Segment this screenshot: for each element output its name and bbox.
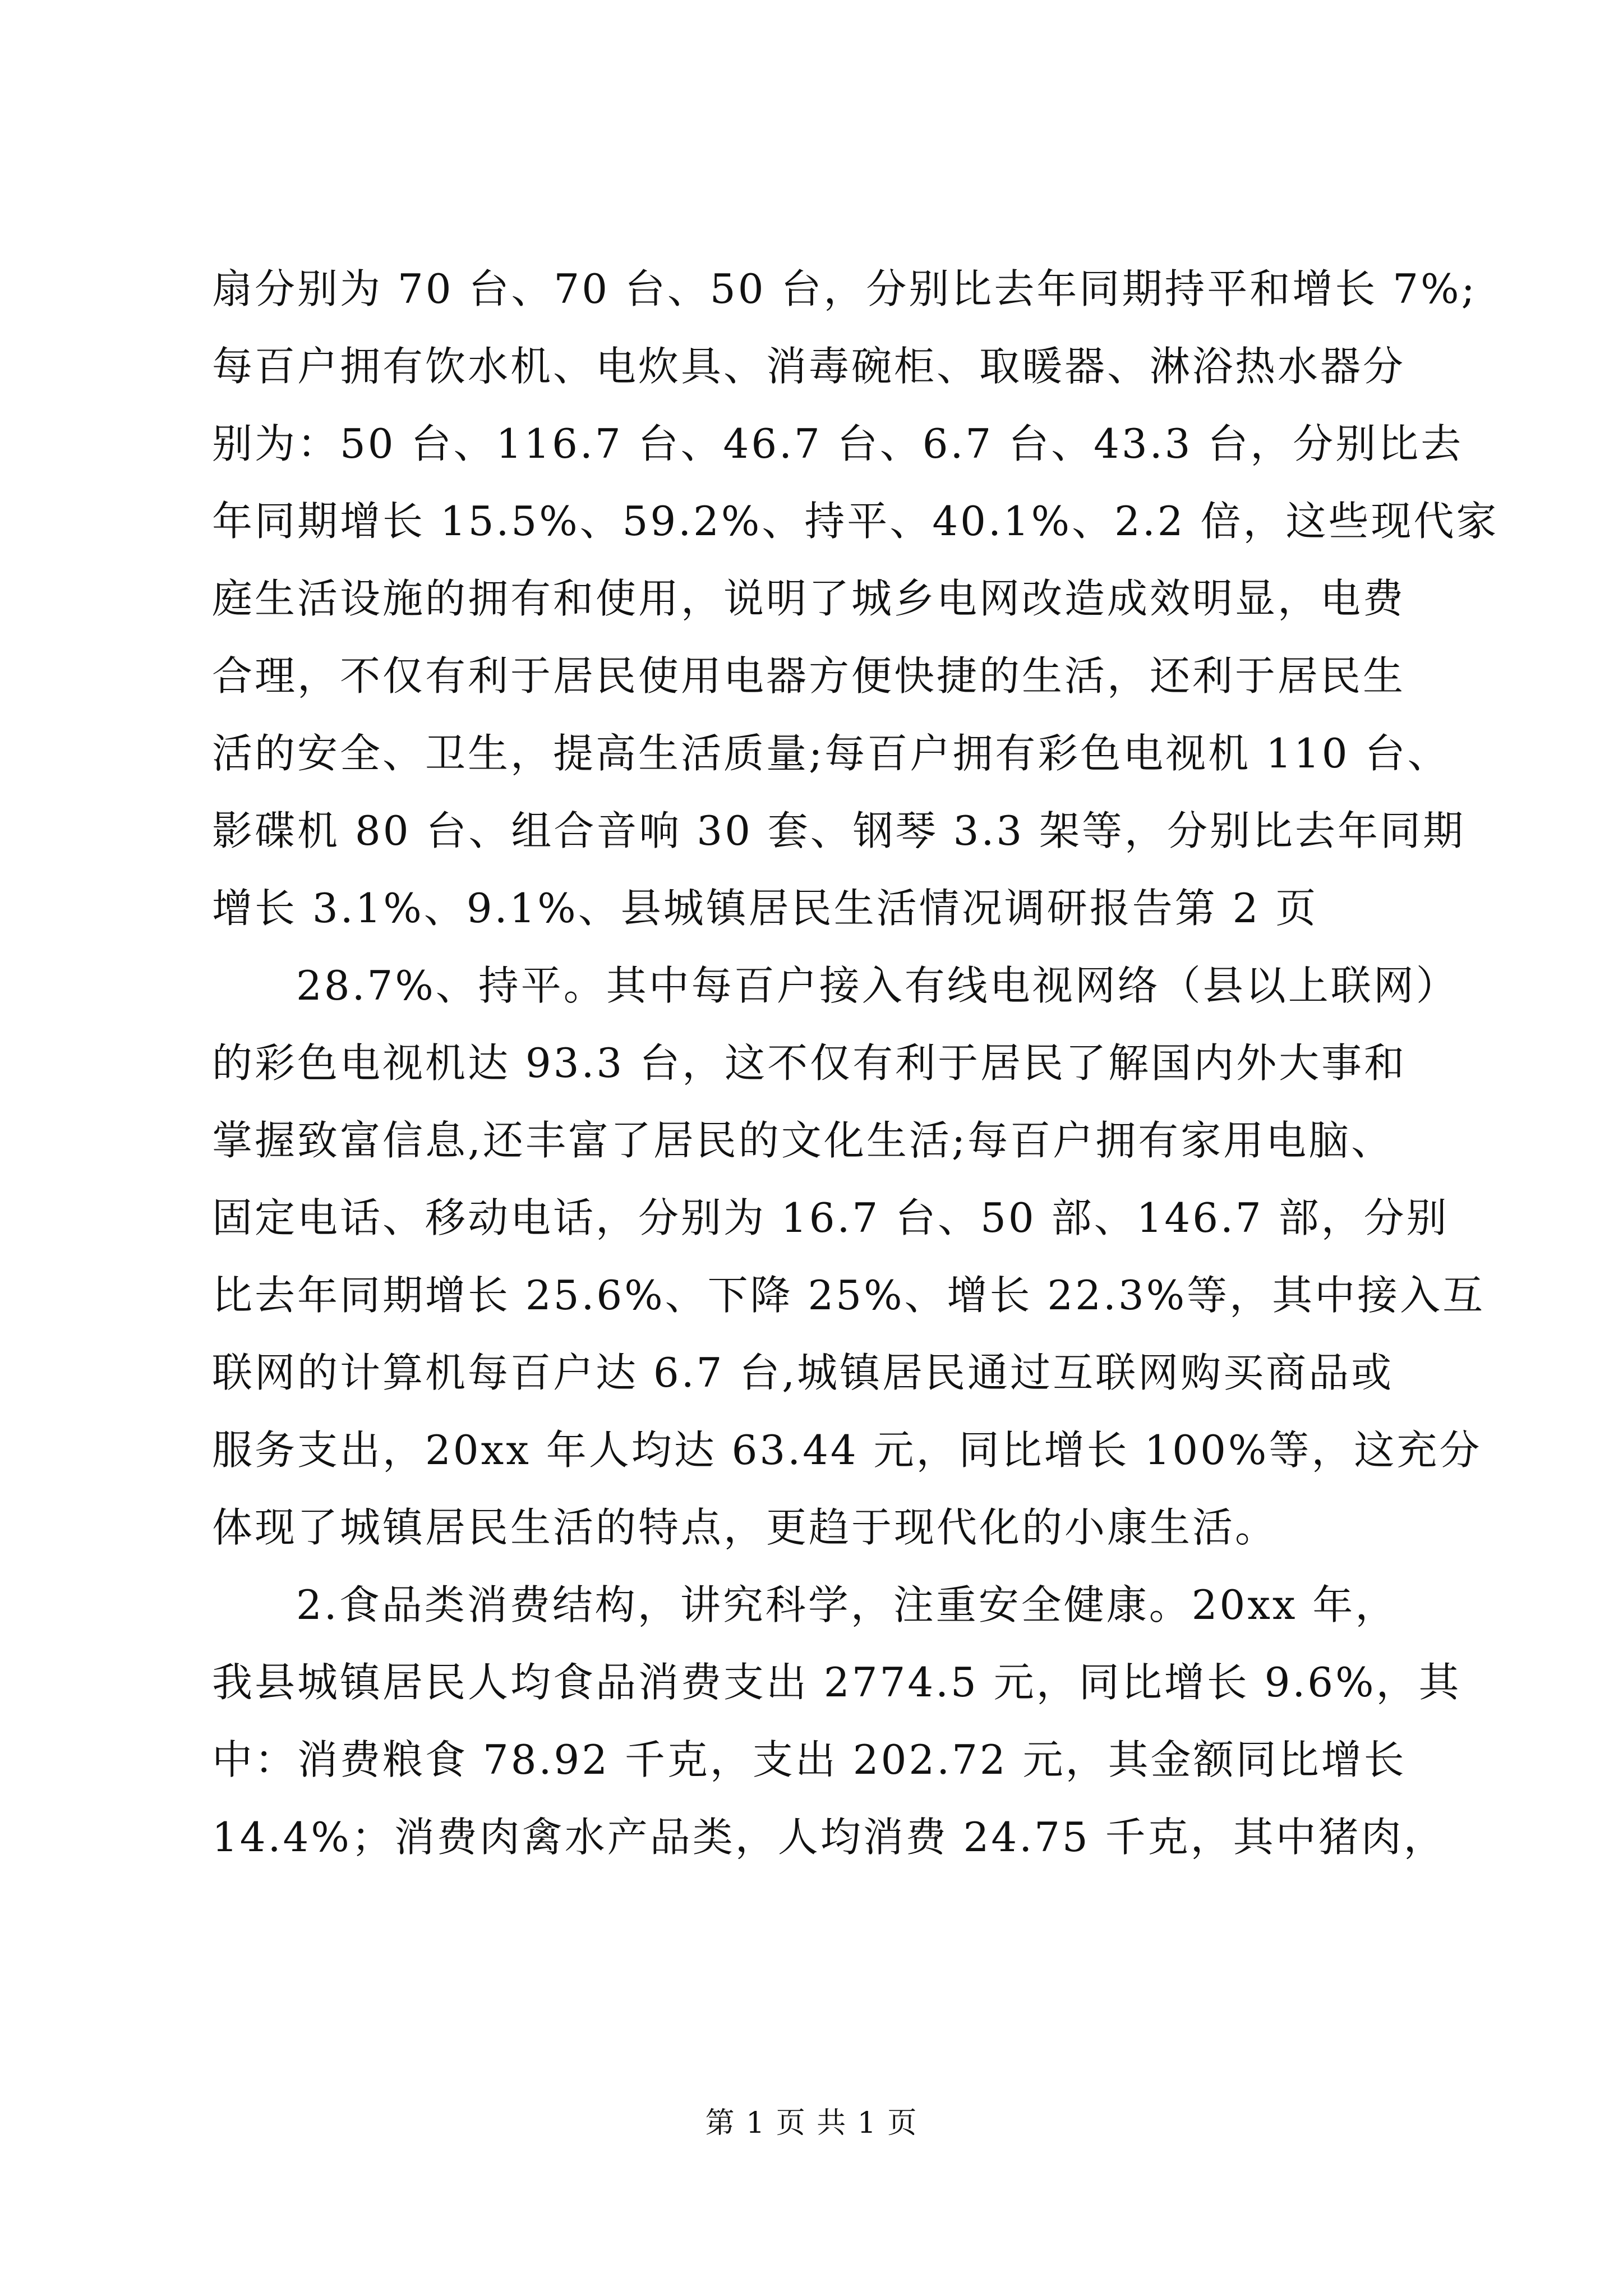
text-line: 影碟机 80 台、组合音响 30 套、钢琴 3.3 架等，分别比去年同期 xyxy=(212,807,1466,854)
text-line: 联网的计算机每百户达 6.7 台,城镇居民通过互联网购买商品或 xyxy=(212,1349,1394,1396)
text-line: 的彩色电视机达 93.3 台，这不仅有利于居民了解国内外大事和 xyxy=(212,1039,1407,1087)
body-text xyxy=(212,250,1499,1876)
text-line: 别为：50 台、116.7 台、46.7 台、6.7 台、43.3 台，分别比去 xyxy=(212,420,1464,467)
text-line: 掌握致富信息,还丰富了居民的文化生活;每百户拥有家用电脑、 xyxy=(212,1117,1394,1164)
text-line: 活的安全、卫生，提高生活质量;每百户拥有彩色电视机 110 台、 xyxy=(212,730,1450,777)
text-line: 增长 3.1%、9.1%、县城镇居民生活情况调研报告第 2 页 xyxy=(212,885,1318,932)
text-line: 服务支出，20xx 年人均达 63.44 元，同比增长 100%等，这充分 xyxy=(212,1427,1482,1474)
page-footer: 第 1 页 共 1 页 xyxy=(705,2106,918,2140)
text-line: 庭生活设施的拥有和使用，说明了城乡电网改造成效明显，电费 xyxy=(212,575,1406,622)
text-line: 比去年同期增长 25.6%、下降 25%、增长 22.3%等，其中接入互 xyxy=(212,1272,1486,1319)
text-line: 扇分别为 70 台、70 台、50 台，分别比去年同期持平和增长 7%; xyxy=(212,265,1477,312)
text-line: 中：消费粮食 78.92 千克，支出 202.72 元，其金额同比增长 xyxy=(212,1736,1407,1783)
paragraph-start-line: 28.7%、持平。其中每百户接入有线电视网络（县以上联网） xyxy=(296,962,1459,1009)
text-line: 合理，不仅有利于居民使用电器方便快捷的生活，还利于居民生 xyxy=(212,652,1406,700)
text-line: 固定电话、移动电话，分别为 16.7 台、50 部、146.7 部，分别 xyxy=(212,1194,1449,1241)
text-line: 年同期增长 15.5%、59.2%、持平、40.1%、2.2 倍，这些现代家 xyxy=(212,498,1499,545)
text-line: 我县城镇居民人均食品消费支出 2774.5 元，同比增长 9.6%，其 xyxy=(212,1659,1461,1706)
text-line: 14.4%；消费肉禽水产品类，人均消费 24.75 千克，其中猪肉， xyxy=(212,1814,1446,1861)
paragraph-start-line: 2.食品类消费结构，讲究科学，注重安全健康。20xx 年， xyxy=(296,1581,1398,1628)
text-line: 体现了城镇居民生活的特点，更趋于现代化的小康生活。 xyxy=(212,1504,1278,1551)
text-line: 每百户拥有饮水机、电炊具、消毒碗柜、取暖器、淋浴热水器分 xyxy=(212,343,1406,390)
